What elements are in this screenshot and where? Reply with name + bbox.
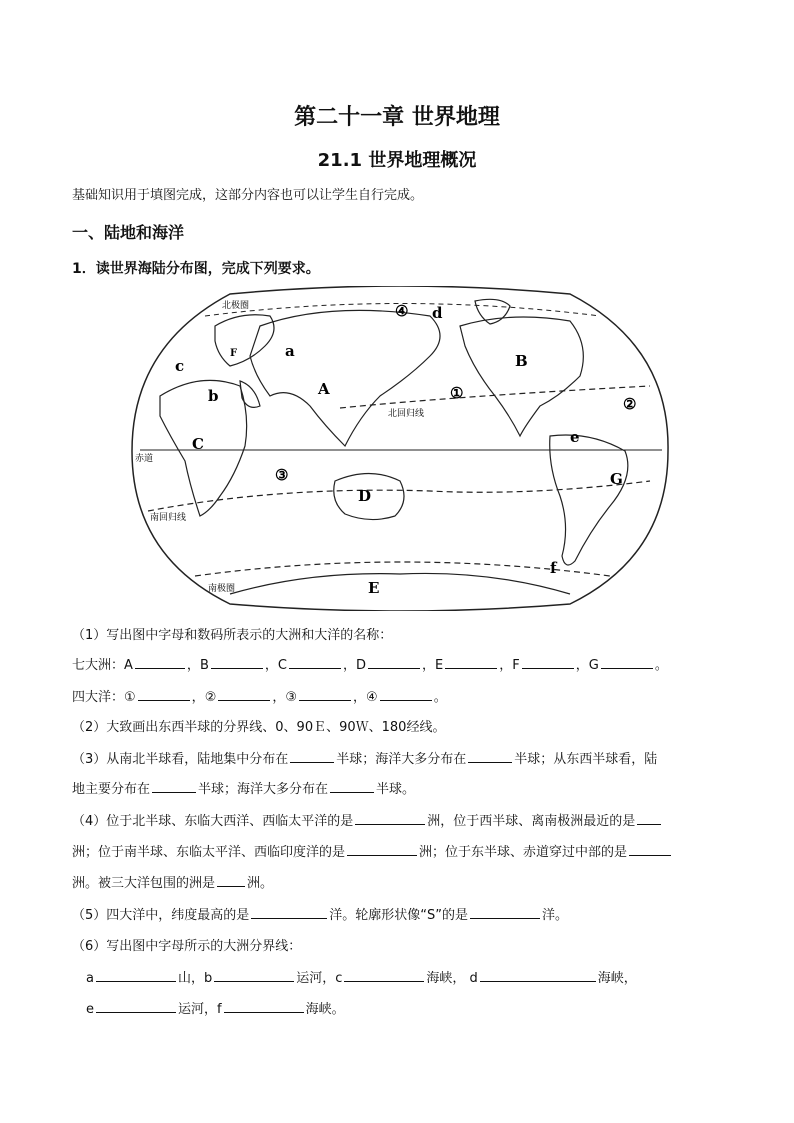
letter-F: F <box>230 348 238 359</box>
intro-text: 基础知识用于填图完成，这部分内容也可以让学生自行完成。 <box>72 188 424 203</box>
blank-3b[interactable] <box>468 750 512 763</box>
blank-5a[interactable] <box>251 906 327 919</box>
tropic-south-line <box>148 481 650 511</box>
blank-5b[interactable] <box>470 906 540 919</box>
letter-D: D <box>358 487 372 505</box>
q1-part5: （5）四大洋中，纬度最高的是 洋。轮廓形状像“S”的是 洋。 <box>72 908 569 923</box>
blank-ocean-3[interactable] <box>299 688 351 701</box>
letter-d: d <box>432 304 443 322</box>
tropic-north-label: 北回归线 <box>388 409 425 419</box>
continent-G-label: G <box>588 658 599 673</box>
letter-E: E <box>368 579 380 597</box>
letter-a: a <box>285 342 295 360</box>
arctic-label: 北极圈 <box>222 301 250 311</box>
blank-B[interactable] <box>211 656 263 669</box>
question-1: 1．读世界海陆分布图，完成下列要求。 <box>72 261 320 277</box>
q1-part6: （6）写出图中字母所示的大洲分界线： <box>72 939 302 954</box>
q1-part6-line1: a 山，b 运河，c 海峡， d 海峡， <box>86 971 637 986</box>
letter-B: B <box>515 352 528 370</box>
letter-f: f <box>550 559 557 577</box>
q1-part3-line1: （3）从南北半球看，陆地集中分布在 半球；海洋大多分布在 半球；从东西半球看，陆 <box>72 752 658 767</box>
q1-part4-line3: 洲。被三大洋包围的洲是 洲。 <box>72 876 274 891</box>
continent-C-label: C <box>277 658 287 673</box>
blank-6d[interactable] <box>480 969 596 982</box>
continent-B-label: B <box>199 658 209 673</box>
ocean-2: ② <box>623 395 637 413</box>
q1-part4-line1: （4）位于北半球、东临大西洋、西临太平洋的是 洲，位于西半球、离南极洲最近的是 <box>72 810 663 829</box>
blank-6a[interactable] <box>96 969 176 982</box>
letter-e: e <box>570 428 580 446</box>
blank-ocean-1[interactable] <box>138 688 190 701</box>
blank-D[interactable] <box>368 656 420 669</box>
blank-ocean-2[interactable] <box>218 688 270 701</box>
ocean-4: ④ <box>395 302 409 320</box>
continents-row: 七大洲：A ，B ，C ，D ，E ，F ，G 。 <box>72 658 668 673</box>
continent-D-label: D <box>355 658 366 673</box>
continents-label: 七大洲： <box>72 658 125 673</box>
letter-b: b <box>208 387 219 405</box>
ocean-4-label: ④ <box>366 690 378 705</box>
blank-6b[interactable] <box>214 969 294 982</box>
page-subtitle: 21.1 世界地理概况 <box>317 150 477 171</box>
page-title: 第二十一章 世界地理 <box>294 105 500 130</box>
oceans-label: 四大洋： <box>72 690 125 705</box>
continent-A-label: A <box>124 658 133 673</box>
ocean-1: ① <box>450 384 464 402</box>
q1-part2: （2）大致画出东西半球的分界线、0、90Ｅ、90Ｗ、180经线。 <box>72 720 446 735</box>
blank-G[interactable] <box>601 656 653 669</box>
continent-E-label: E <box>435 658 444 673</box>
tropic-south-label: 南回归线 <box>150 513 187 523</box>
ocean-3-label: ③ <box>285 690 298 705</box>
blank-6c[interactable] <box>344 969 424 982</box>
letter-c: c <box>175 357 185 375</box>
blank-6f[interactable] <box>224 1000 304 1013</box>
blank-3c[interactable] <box>152 780 196 793</box>
equator-label: 赤道 <box>135 454 154 464</box>
q1-part1: （1）写出图中字母和数码所表示的大洲和大洋的名称： <box>72 628 393 643</box>
blank-A[interactable] <box>135 656 185 669</box>
q1-part6-line2: e 运河，f 海峡。 <box>86 1002 345 1017</box>
blank-3a[interactable] <box>290 750 334 763</box>
blank-C[interactable] <box>289 656 341 669</box>
land-shapes <box>160 299 628 594</box>
blank-F[interactable] <box>522 656 574 669</box>
blank-6e[interactable] <box>96 1000 176 1013</box>
letter-A: A <box>318 380 330 398</box>
blank-4e[interactable] <box>217 874 245 887</box>
blank-ocean-4[interactable] <box>380 688 432 701</box>
blank-E[interactable] <box>445 656 497 669</box>
world-map <box>130 286 670 611</box>
blank-4b[interactable] <box>637 812 661 825</box>
blank-4a[interactable] <box>355 812 425 825</box>
continent-F-label: F <box>512 658 520 673</box>
ocean-1-label: ① <box>124 690 136 705</box>
blank-4d[interactable] <box>629 843 671 856</box>
letter-G: G <box>610 470 623 488</box>
ocean-2-label: ② <box>204 690 217 705</box>
q1-part4-line2: 洲；位于南半球、东临太平洋、西临印度洋的是 洲；位于东半球、赤道穿过中部的是 <box>72 841 673 860</box>
q1-part3-line2: 地主要分布在 半球；海洋大多分布在 半球。 <box>72 782 416 797</box>
antarctic-label: 南极圈 <box>208 584 236 594</box>
oceans-row: 四大洋：① ，② ，③ ，④ 。 <box>72 690 447 705</box>
letter-C: C <box>192 435 204 453</box>
blank-4c[interactable] <box>347 843 417 856</box>
ocean-3: ③ <box>275 466 289 484</box>
section-heading: 一、陆地和海洋 <box>72 223 185 242</box>
blank-3d[interactable] <box>330 780 374 793</box>
